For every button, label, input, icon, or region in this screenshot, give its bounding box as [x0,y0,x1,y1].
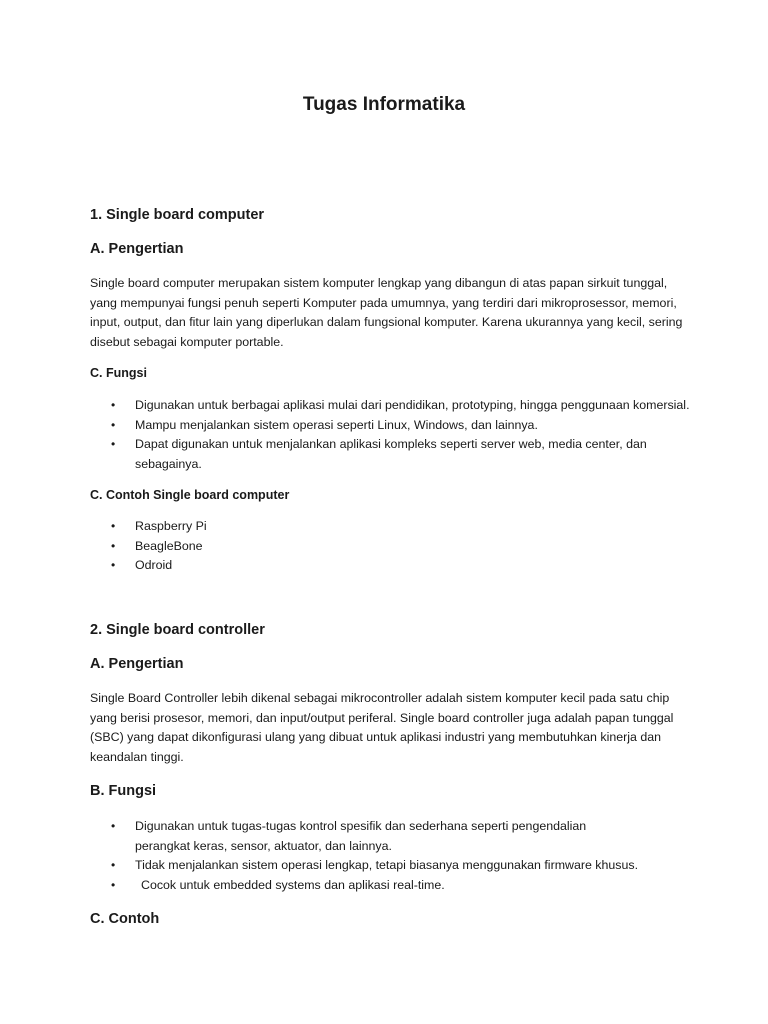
list-item-text: Dapat digunakan untuk menjalankan aplikasi kompleks seperti server web, media center, dan sebagainya. [135,437,647,471]
list-item [90,396,690,416]
section1-fungsi-list [90,396,690,474]
list-item-text: Digunakan untuk berbagai aplikasi mulai dari pendidikan, prototyping, hingga penggunaan komersial. [135,398,690,412]
section1-contoh-heading: C. Contoh Single board computer [90,488,290,502]
bullet-icon: • [111,538,116,553]
section1-heading: 1. Single board computer [90,207,265,223]
bullet-icon: • [111,558,116,573]
list-item-text: BeagleBone [135,538,203,553]
list-item-text: Digunakan untuk tugas-tugas kontrol spesifik dan sederhana seperti pengendalian perangkat keras, sensor, aktuator, dan lainnya. [135,819,587,853]
list-item-text: Tidak menjalankan sistem operasi lengkap, tetapi biasanya menggunakan firmware khusus. [135,858,639,873]
list-item [90,537,690,557]
bullet-icon: • [111,877,116,892]
list-item-text: Raspberry Pi [135,519,207,533]
list-item [90,435,690,474]
document-title: Tugas Informatika [302,94,466,115]
list-item-text: Odroid [135,558,173,573]
list-item [90,517,690,537]
section1-fungsi-heading: C. Fungsi [90,366,147,380]
list-item-text: Cocok untuk embedded systems dan aplikasi real-time. [141,877,445,892]
list-item [90,856,690,876]
section2-heading: 2. Single board controller [90,622,265,638]
section2-contoh-heading: C. Contoh [90,911,160,927]
bullet-icon: • [111,398,116,412]
section2-pengertian-paragraph: Single Board Controller lebih dikenal sebagai mikrocontroller adalah sistem komputer kecil pada satu chip yang berisi prosesor, memori, dan input/output periferal. Single board controller juga adalah papan tunggal (SBC) yang dapat dikonfigurasi ulang yang dibuat untuk aplikasi industri yang membutuhkan kinerja dan keandalan tinggi. [90,691,674,764]
section1-contoh-list [90,517,690,576]
bullet-icon: • [111,858,116,873]
bullet-icon: • [111,437,116,452]
bullet-icon: • [111,519,116,533]
section2-pengertian-heading: A. Pengertian [90,656,184,672]
list-item-text: Mampu menjalankan sistem operasi seperti Linux, Windows, dan lainnya. [135,417,538,432]
section2-fungsi-list [90,817,690,895]
list-item [90,876,690,896]
section1-pengertian-paragraph: Single board computer merupakan sistem komputer lengkap yang dibangun di atas papan sirkuit tunggal, yang mempunyai fungsi penuh seperti Komputer pada umumnya, yang terdiri dari mikroprosessor, memori, input, output, dan fitur lain yang diperlukan dalam fungsional komputer. Karena ukurannya yang kecil, sering disebut sebagai komputer portable. [90,276,683,349]
section2-fungsi-heading: B. Fungsi [90,783,157,799]
section1-pengertian-heading: A. Pengertian [90,241,184,257]
list-item [90,556,690,576]
bullet-icon: • [111,819,116,833]
list-item [90,817,690,856]
bullet-icon: • [111,417,116,432]
list-item [90,416,690,436]
